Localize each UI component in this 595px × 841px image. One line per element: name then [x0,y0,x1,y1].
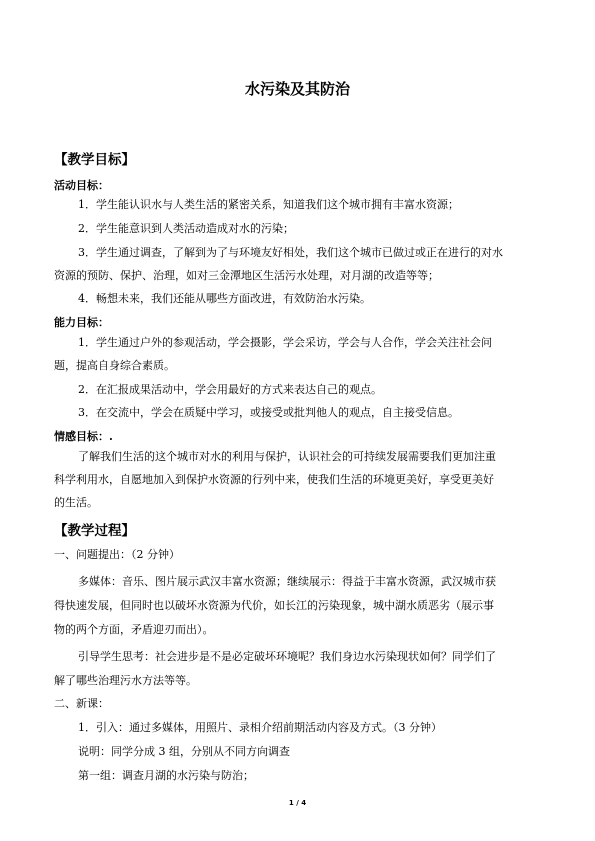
process-line: 物的两个方面，矛盾迎刃而出）。 [54,623,214,636]
emotion-line: 科学利用水，自愿地加入到保护水资源的行列中来，使我们生活的环境更美好，享受更美好 [54,473,494,486]
activity-line: 1．学生能认识水与人类生活的紧密关系，知道我们这个城市拥有丰富水资源； [78,198,459,211]
activity-line: 2．学生能意识到人类活动造成对水的污染； [78,222,294,235]
ability-line: 题，提高自身综合素质。 [54,359,175,372]
page-number: 1 / 4 [288,799,307,807]
process-line: 1．引入：通过多媒体，用照片、录相介绍前期活动内容及方式。（3 分钟） [78,721,442,734]
teaching-process-heading: 【教学过程】 [54,523,135,539]
process-line: 多媒体：音乐、图片展示武汉丰富水资源；继续展示：得益于丰富水资源，武汉城市获 [78,575,496,588]
process-line: 引导学生思考：社会进步是不是必定破坏环境呢？我们身边水污染现状如何？同学们了 [78,650,496,663]
process-line: 解了哪些治理污水方法等等。 [54,674,197,687]
ability-line: 3．在交流中，学会在质疑中学习，或接受或批判他人的观点，自主接受信息。 [78,406,459,419]
teaching-goals-heading: 【教学目标】 [54,152,135,168]
process-line: 二、新课： [54,697,109,710]
page-title: 水污染及其防治 [244,80,350,98]
process-line: 一、问题提出：（2 分钟） [54,548,180,561]
activity-line: 3．学生通过调查，了解到为了与环境友好相处，我们这个城市已做过或正在进行的对水 [78,246,503,259]
emotion-line: 的生活。 [54,496,98,509]
ability-line: 1．学生通过户外的参观活动，学会摄影，学会采访，学会与人合作，学会关注社会问 [78,336,492,349]
process-line: 第一组：调查月湖的水污染与防治； [78,769,254,782]
emotion-goals-heading: 情感目标：. [54,430,113,443]
process-line: 得快速发展，但同时也以破坏水资源为代价，如长江的污染现象，城中湖水质恶劣（展示事 [54,599,494,612]
ability-goals-heading: 能力目标： [54,316,109,329]
emotion-line: 了解我们生活的这个城市对水的利用与保护，认识社会的可持续发展需要我们更加注重 [78,450,496,463]
ability-line: 2．在汇报成果活动中，学会用最好的方式来表达自己的观点。 [78,383,382,396]
activity-line: 资源的预防、保护、治理，如对三金潭地区生活污水处理，对月湖的改造等等； [54,269,439,282]
activity-goals-heading: 活动目标： [54,179,109,192]
activity-line: 4．畅想未来，我们还能从哪些方面改进，有效防治水污染。 [78,292,371,305]
process-line: 说明：同学分成 3 组，分别从不同方向调查 [78,745,290,758]
